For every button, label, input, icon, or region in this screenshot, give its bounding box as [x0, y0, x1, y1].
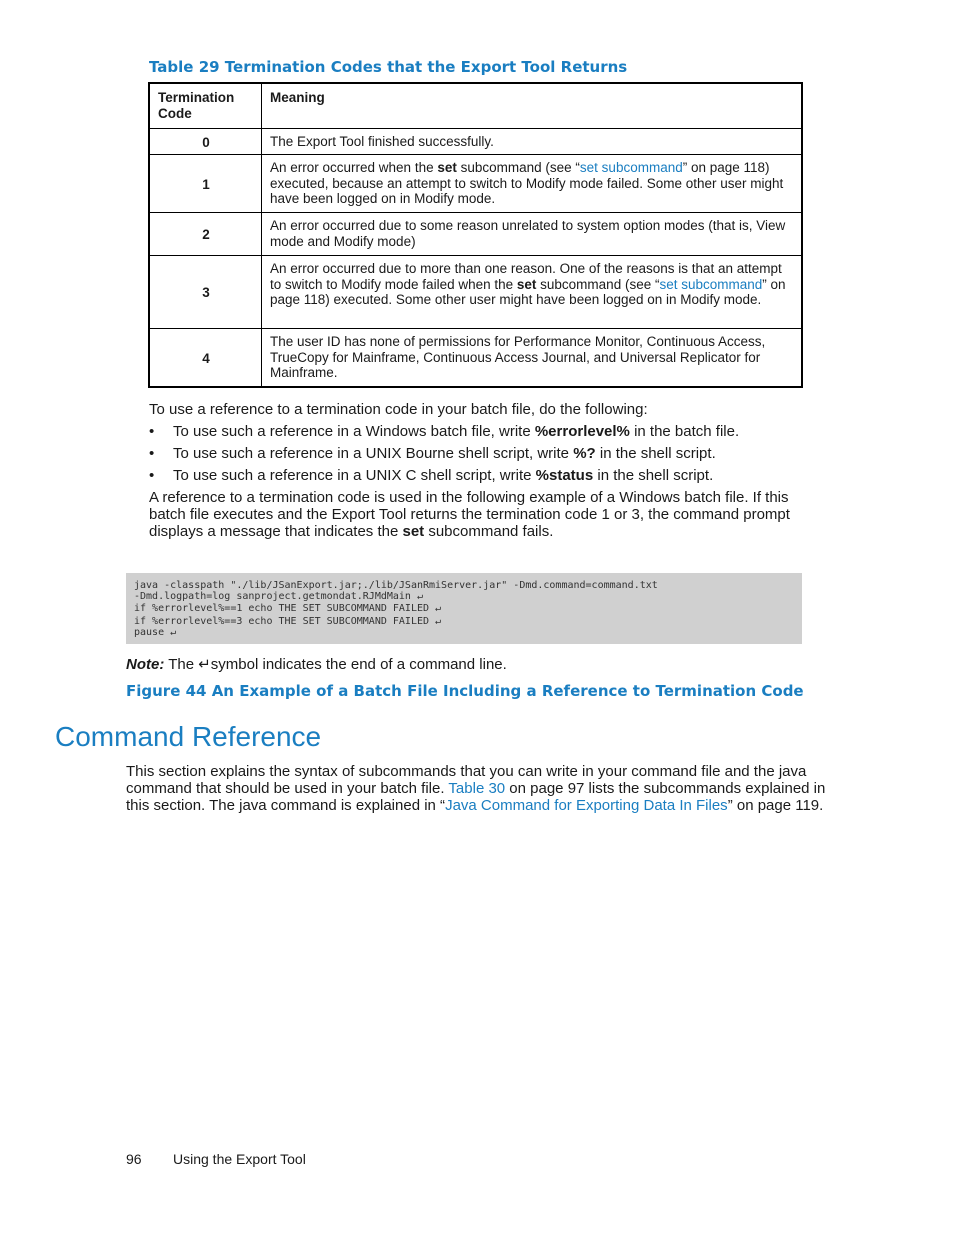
text-run: An error occurred due to more than one reason. One of the reasons is that an attempt to switch to Modify mode failed when the — [270, 261, 782, 292]
cross-reference-link[interactable]: Table 30 — [448, 780, 506, 797]
code-line: pause ↵ — [134, 627, 177, 638]
bullet-list — [149, 421, 809, 487]
text-run: ” on page 118) executed, because an attempt to switch to Modify mode failed. Some other user might have been logged on in Modify mode. — [270, 160, 784, 206]
bullet-text-after: in the batch file. — [629, 423, 740, 440]
bold-term: set — [516, 276, 537, 292]
text-run: ” on page 118) executed. Some other user might have been logged on in Modify mode. — [270, 276, 786, 307]
code-example-box — [126, 573, 802, 644]
column-header-meaning: Meaning — [262, 83, 803, 129]
table-row — [149, 256, 802, 329]
note-label: Note: — [126, 656, 165, 673]
termination-code-cell: 2 — [149, 213, 262, 256]
meaning-cell — [262, 213, 803, 256]
code-line: java -classpath "./lib/JSanExport.jar;./lib/JSanRmiServer.jar" -Dmd.command=command.txt — [134, 580, 658, 591]
list-item — [149, 443, 809, 465]
example-text-before: A reference to a termination code is used in the following example of a Windows batch file. If this batch file executes and the Export Tool returns the termination code 1 or 3, the command prompt displays a message that indicates the — [149, 489, 790, 540]
termination-codes-table — [148, 82, 803, 388]
table-caption: Table 29 Termination Codes that the Export Tool Returns — [149, 58, 628, 76]
list-item — [149, 465, 809, 487]
bullet-text-before: To use such a reference in a UNIX C shell script, write — [173, 467, 536, 484]
text-run: An error occurred when the — [270, 160, 438, 175]
bullet-text-before: To use such a reference in a Windows batch file, write — [173, 423, 535, 440]
section-paragraph — [126, 763, 836, 814]
bullet-dot: • — [149, 423, 155, 440]
section-heading: Command Reference — [55, 721, 322, 752]
text-run: An error occurred due to some reason unrelated to system option modes (that is, View mode and Modify mode) — [270, 218, 786, 249]
bullet-text — [173, 465, 713, 487]
termination-code-cell: 4 — [149, 329, 262, 387]
figure-caption: Figure 44 An Example of a Batch File Including a Reference to Termination Code — [126, 682, 804, 700]
example-text-bold: set — [402, 523, 425, 540]
text-run: The Export Tool finished successfully. — [270, 134, 494, 149]
note — [126, 656, 507, 673]
cross-reference-link[interactable]: set subcommand — [579, 160, 683, 175]
meaning-cell — [262, 155, 803, 213]
cross-reference-link[interactable]: set subcommand — [659, 276, 763, 292]
termination-code-cell: 3 — [149, 256, 262, 329]
meaning-cell — [262, 329, 803, 387]
meaning-cell — [262, 256, 803, 329]
bold-term: set — [437, 160, 457, 175]
column-header-code: Termination Code — [149, 83, 262, 129]
example-text-after: subcommand fails. — [424, 523, 554, 540]
example-paragraph — [149, 489, 799, 540]
bullet-dot: • — [149, 467, 155, 484]
table-row — [149, 155, 802, 213]
bullet-text — [173, 443, 716, 465]
intro-text: To use a reference to a termination code in your batch file, do the following: — [149, 401, 648, 418]
code-line: -Dmd.logpath=log sanproject.getmondat.RJMdMain ↵ — [134, 591, 423, 602]
bullet-text-before: To use such a reference in a UNIX Bourne shell script, write — [173, 445, 574, 462]
text-run: The user ID has none of permissions for Performance Monitor, Continuous Access, TrueCopy for Mainframe, Continuous Access Journal, and Universal Replicator for Mainframe. — [270, 334, 766, 380]
table-row — [149, 213, 802, 256]
table-header-row — [149, 83, 802, 129]
text-run: on page 97 lists the subcommands explained in this section. The java command is explained in “ — [126, 780, 826, 814]
bullet-text-after: in the shell script. — [595, 445, 716, 462]
bullet-text-after: in the shell script. — [593, 467, 714, 484]
meaning-cell — [262, 129, 803, 155]
text-run: subcommand (see “ — [456, 160, 580, 175]
cross-reference-link[interactable]: Java Command for Exporting Data In Files — [445, 797, 728, 814]
termination-code-cell: 0 — [149, 129, 262, 155]
bullet-text — [173, 421, 739, 443]
table-row — [149, 329, 802, 387]
code-line: if %errorlevel%==1 echo THE SET SUBCOMMAND FAILED ↵ — [134, 603, 442, 614]
bullet-code: %errorlevel% — [534, 423, 630, 440]
bullet-code: %? — [573, 445, 596, 462]
code-line: if %errorlevel%==3 echo THE SET SUBCOMMAND FAILED ↵ — [134, 616, 442, 627]
list-item — [149, 421, 809, 443]
termination-code-cell: 1 — [149, 155, 262, 213]
text-run: This section explains the syntax of subcommands that you can write in your command file and the java command that should be used in your batch file. — [126, 763, 807, 797]
text-run: subcommand (see “ — [536, 276, 660, 292]
note-text: The ↵symbol indicates the end of a command line. — [164, 656, 507, 673]
bullet-dot: • — [149, 445, 155, 462]
footer-page-number: 96 — [126, 1151, 142, 1167]
table-row — [149, 129, 802, 155]
text-run: ” on page 119. — [727, 797, 824, 814]
bullet-code: %status — [535, 467, 594, 484]
footer-title: Using the Export Tool — [173, 1151, 306, 1167]
